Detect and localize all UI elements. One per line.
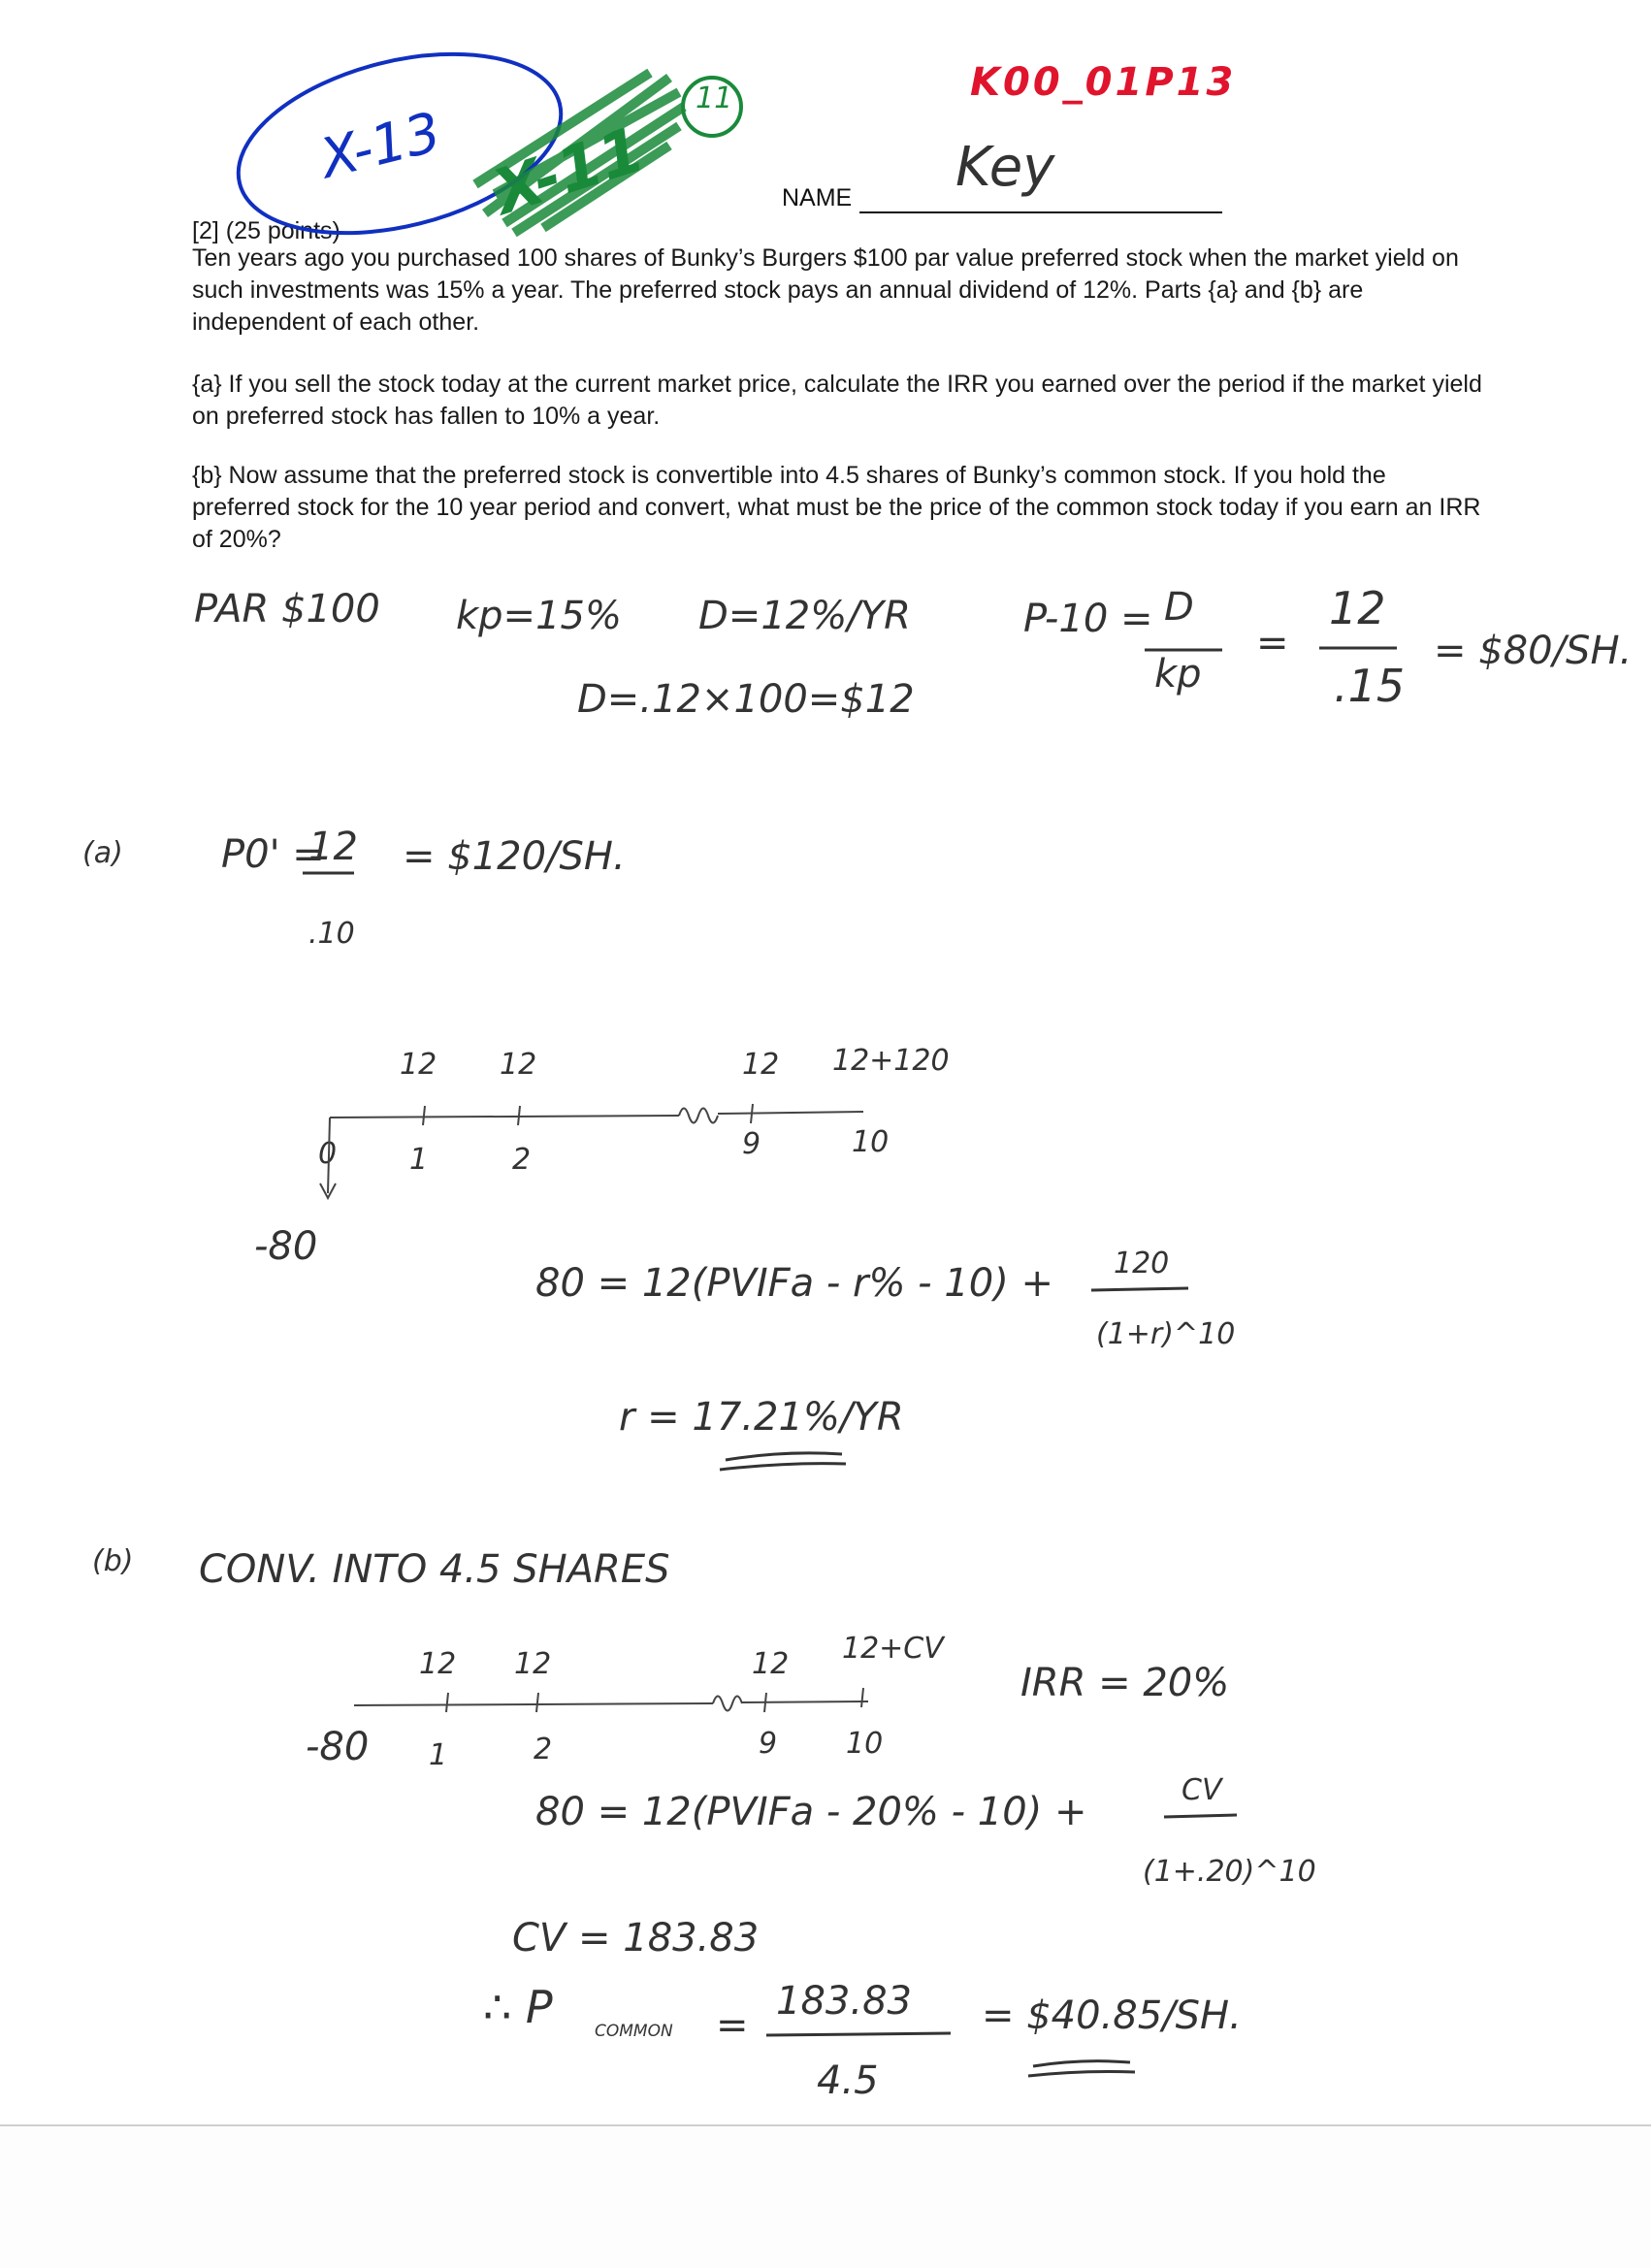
price-result: = $80/SH. <box>1434 629 1633 673</box>
p0-numerator: 12 <box>308 825 358 869</box>
timeline-a-t0: 0 <box>318 1137 338 1171</box>
kp-value: kp=15% <box>456 594 622 638</box>
timeline-a-t10: 10 <box>852 1125 890 1159</box>
irr-equation-a: 80 = 12(PVIFa - r% - 10) + <box>535 1261 1054 1306</box>
name-underline <box>859 211 1222 213</box>
p-common-denominator: 4.5 <box>817 2058 879 2103</box>
fraction2-numerator: 12 <box>1329 582 1386 634</box>
part-b-label: (b) <box>92 1544 134 1578</box>
irr-result-a: r = 17.21%/YR <box>619 1395 904 1440</box>
p0-denominator: .10 <box>308 917 355 951</box>
dividend-calc: D=.12×100=$12 <box>577 677 915 722</box>
p0-label: P0' = <box>221 832 325 877</box>
timeline-a-initial: -80 <box>254 1224 318 1269</box>
cv-equation: 80 = 12(PVIFa - 20% - 10) + <box>535 1790 1087 1834</box>
cv-equation-denominator: (1+.20)^10 <box>1143 1855 1316 1889</box>
document-code: K00_01P13 <box>970 60 1237 105</box>
cv-equation-numerator: CV <box>1182 1773 1222 1807</box>
timeline-b-cf10: 12+CV <box>842 1632 944 1666</box>
dividend-rate: D=12%/YR <box>698 594 911 638</box>
timeline-b-t9: 9 <box>759 1727 778 1761</box>
question-part-a: {a} If you sell the stock today at the current market price, calculate the IRR you earned over the period if the market yield on preferred stock has fallen to 10% a year. <box>192 371 1482 430</box>
question-header: [2] (25 points) <box>192 217 340 244</box>
timeline-b-t10: 10 <box>846 1727 884 1761</box>
part-a-label: (a) <box>82 836 123 870</box>
irr-equation-a-denominator: (1+r)^10 <box>1096 1317 1236 1351</box>
p-common-subscript: COMMON <box>595 2022 673 2041</box>
timeline-b <box>354 1688 868 1712</box>
irr-given: IRR = 20% <box>1020 1661 1230 1705</box>
timeline-b-cf1: 12 <box>419 1647 457 1681</box>
p0-result: = $120/SH. <box>403 834 626 879</box>
irr-equation-a-numerator: 120 <box>1114 1247 1170 1280</box>
timeline-a-cf9: 12 <box>742 1048 780 1082</box>
timeline-a <box>320 1104 863 1198</box>
blue-mark: X-13 <box>313 100 447 192</box>
conversion-note: CONV. INTO 4.5 SHARES <box>199 1547 670 1592</box>
green-mark: X-11 <box>485 113 653 230</box>
cv-result: CV = 183.83 <box>512 1916 760 1960</box>
green-circle-number: 11 <box>696 81 733 115</box>
timeline-a-t1: 1 <box>409 1143 429 1177</box>
timeline-b-cf9: 12 <box>752 1647 790 1681</box>
p-common-label: ∴ P <box>483 1981 553 2033</box>
timeline-b-cf2: 12 <box>514 1647 552 1681</box>
timeline-a-cf1: 12 <box>400 1048 437 1082</box>
fraction1-denominator: kp <box>1154 652 1202 697</box>
timeline-a-cf10: 12+120 <box>832 1044 950 1078</box>
p-common-result: = $40.85/SH. <box>982 1993 1242 2038</box>
result-b-underline <box>1028 2061 1135 2076</box>
fraction1-numerator: D <box>1164 585 1194 630</box>
timeline-b-t1: 1 <box>429 1738 448 1772</box>
timeline-a-t2: 2 <box>512 1143 532 1177</box>
name-label: NAME <box>782 184 853 211</box>
par-value: PAR $100 <box>194 587 380 632</box>
scan-margin <box>0 2126 1651 2268</box>
result-a-underline <box>720 1453 846 1470</box>
timeline-b-t2: 2 <box>534 1733 553 1766</box>
question-intro: Ten years ago you purchased 100 shares of Bunky’s Burgers $100 par value preferred stock when the market yield on such investments was 15% a year. The preferred stock pays an annual dividend of 12%. Parts {a} and {b} are independent of each other. <box>192 244 1459 336</box>
p-common-equals: = <box>716 2003 749 2048</box>
p-common-numerator: 183.83 <box>776 1979 912 2024</box>
timeline-a-cf2: 12 <box>500 1048 537 1082</box>
fraction2-denominator: .15 <box>1334 660 1406 712</box>
question-part-b: {b} Now assume that the preferred stock is convertible into 4.5 shares of Bunky’s common stock. If you hold the preferred stock for the 10 year period and convert, what must be the price of the common stock today if you earn an IRR of 20%? <box>192 462 1481 553</box>
price-label: P-10 = <box>1023 597 1153 641</box>
name-value: Key <box>955 136 1055 199</box>
equals-sign: = <box>1256 621 1289 665</box>
timeline-a-t9: 9 <box>742 1127 761 1161</box>
timeline-b-initial: -80 <box>306 1725 370 1769</box>
